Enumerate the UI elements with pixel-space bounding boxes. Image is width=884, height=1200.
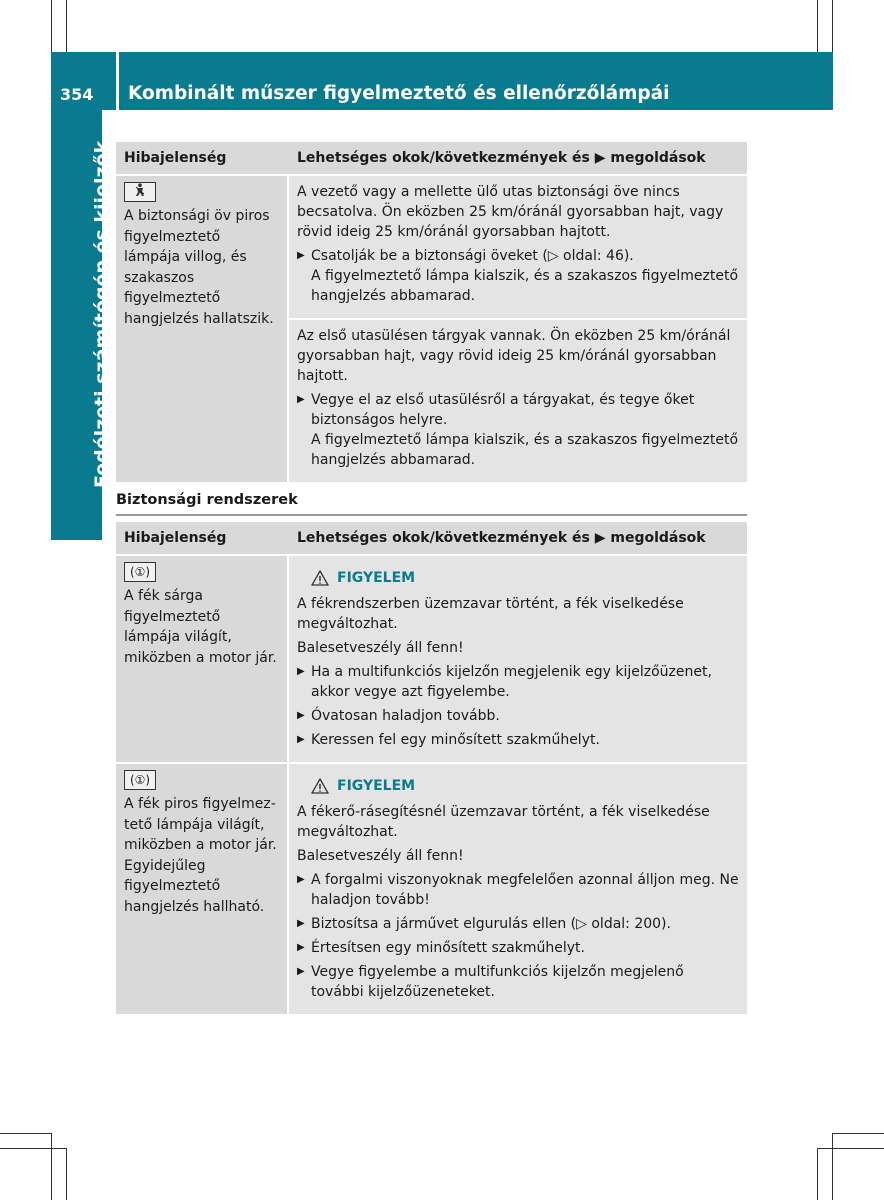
cause-text: A fékrendszerben üzemzavar történt, a fék viselkedése megváltozhat.: [297, 596, 684, 632]
crop-mark: [0, 1133, 51, 1134]
warning-triangle-icon: [311, 778, 329, 794]
solution-text: Biztosítsa a járművet elgurulás ellen (▷ oldal: 200).: [311, 916, 671, 932]
bullet-triangle-icon: ▶: [297, 250, 305, 261]
crop-mark: [817, 1148, 818, 1200]
cause-block: [289, 764, 747, 1014]
symptom-text: A fék piros figyelmeztető lámpája világít, miközben a motor jár. Egyidejűleg figyelmeztető hangjelzés hallható.: [124, 796, 277, 915]
solution-item: [297, 938, 739, 958]
solution-item: [297, 246, 739, 306]
table-row: [116, 764, 747, 1014]
bullet-triangle-icon: ▶: [297, 734, 305, 745]
warning-triangle-icon: [311, 570, 329, 586]
cause-text: A fékerő-rásegítésnél üzemzavar történt, a fék viselkedése megváltozhat.: [297, 804, 710, 840]
crop-mark: [0, 1148, 66, 1149]
symptom-cell: [116, 176, 289, 482]
bullet-triangle-icon: ▶: [297, 966, 305, 977]
solution-item: [297, 962, 739, 1002]
brake-warning-icon: (①): [124, 770, 156, 790]
warning-label: FIGYELEM: [337, 778, 416, 794]
solution-text: Óvatosan haladjon tovább.: [311, 708, 500, 724]
crop-mark: [66, 0, 67, 52]
page-title: Kombinált műszer figyelmeztető és ellenőrzőlámpái: [128, 83, 670, 104]
side-chapter-label: Fedélzeti számítógép és kijelzők: [91, 140, 113, 488]
col-header-symptom: Hibajelenség: [124, 529, 227, 546]
danger-text: Balesetveszély áll fenn!: [297, 848, 464, 864]
solution-text: Ha a multifunkciós kijelzőn megjelenik egy kijelzőüzenet, akkor vegye azt figyelembe.: [311, 664, 712, 700]
crop-mark: [832, 1133, 833, 1200]
solution-item: [297, 914, 739, 934]
bullet-triangle-icon: ▶: [297, 666, 305, 677]
crop-mark: [51, 0, 52, 52]
crop-mark: [51, 1133, 52, 1200]
col-header-symptom: Hibajelenség: [124, 149, 227, 166]
bullet-triangle-icon: ▶: [297, 710, 305, 721]
symptom-cell: [116, 556, 289, 762]
bullet-triangle-icon: ▶: [297, 918, 305, 929]
result-text: A figyelmeztető lámpa kialszik, és a szakaszos figyelmeztető hangjelzés abbamarad.: [311, 432, 739, 468]
danger-text: Balesetveszély áll fenn!: [297, 640, 464, 656]
cause-text: Az első utasülésen tárgyak vannak. Ön eközben 25 km/óránál gyorsabban hajt, vagy rövid ideig 25 km/óránál gyorsabban hajtott.: [297, 328, 731, 384]
cause-block: [289, 318, 747, 482]
crop-mark: [832, 1133, 884, 1134]
cause-text: A vezető vagy a mellette ülő utas biztonsági öve nincs becsatolva. Ön eközben 25 km/óránál gyorsabban hajt, vagy rövid ideig 25 km/óránál gyorsabban hajtott.: [297, 184, 724, 240]
solution-text: Csatolják be a biztonsági öveket (▷ oldal: 46).: [311, 248, 634, 264]
symptom-text: A biztonsági öv piros figyelmeztető lámpája villog, és szakaszos figyelmeztető hangjelzés hallatszik.: [124, 208, 274, 327]
table-row: [116, 556, 747, 764]
solution-text: A forgalmi viszonyoknak megfelelően azonnal álljon meg. Ne haladjon tovább!: [311, 872, 739, 908]
warning-heading: [311, 568, 739, 588]
solution-item: [297, 730, 739, 750]
seatbelt-icon: [124, 182, 156, 202]
bullet-triangle-icon: ▶: [297, 942, 305, 953]
crop-mark: [66, 1148, 67, 1200]
crop-mark: [817, 1148, 884, 1149]
symptom-cell: [116, 764, 289, 1014]
cause-block: [289, 556, 747, 762]
bullet-triangle-icon: ▶: [297, 394, 305, 405]
table-row: [116, 176, 747, 482]
table-header: [116, 142, 747, 176]
header-separator: [116, 52, 119, 110]
bullet-triangle-icon: ▶: [297, 874, 305, 885]
solution-item: [297, 706, 739, 726]
brake-warning-icon: (①): [124, 562, 156, 582]
symptom-text: A fék sárga figyelmeztető lámpája világít, miközben a motor jár.: [124, 588, 277, 666]
solution-item: [297, 662, 739, 702]
solution-text: Vegye el az első utasülésről a tárgyakat, és tegye őket biztonságos helyre.: [311, 392, 695, 428]
crop-mark: [817, 0, 818, 52]
solution-text: Keressen fel egy minősített szakműhelyt.: [311, 732, 600, 748]
result-text: A figyelmeztető lámpa kialszik, és a szakaszos figyelmeztető hangjelzés abbamarad.: [311, 268, 739, 304]
warning-label: FIGYELEM: [337, 570, 416, 586]
col-header-causes: Lehetséges okok/következmények és ▶ megoldások: [297, 530, 706, 546]
warning-heading: [311, 776, 739, 796]
solution-item: [297, 390, 739, 470]
table-header: [116, 522, 747, 556]
crop-mark: [832, 0, 833, 52]
fault-table-brakes: [116, 522, 747, 1014]
cause-block: [289, 176, 747, 318]
section-title: Biztonsági rendszerek: [116, 492, 298, 508]
solution-item: [297, 870, 739, 910]
fault-table-seatbelt: [116, 142, 747, 482]
col-header-causes: Lehetséges okok/következmények és ▶ megoldások: [297, 150, 706, 166]
solution-text: Értesítsen egy minősített szakműhelyt.: [311, 940, 585, 956]
solution-text: Vegye figyelembe a multifunkciós kijelzőn megjelenő további kijelzőüzeneteket.: [311, 964, 684, 1000]
section-divider: [116, 514, 747, 516]
page-number: 354: [60, 85, 94, 104]
